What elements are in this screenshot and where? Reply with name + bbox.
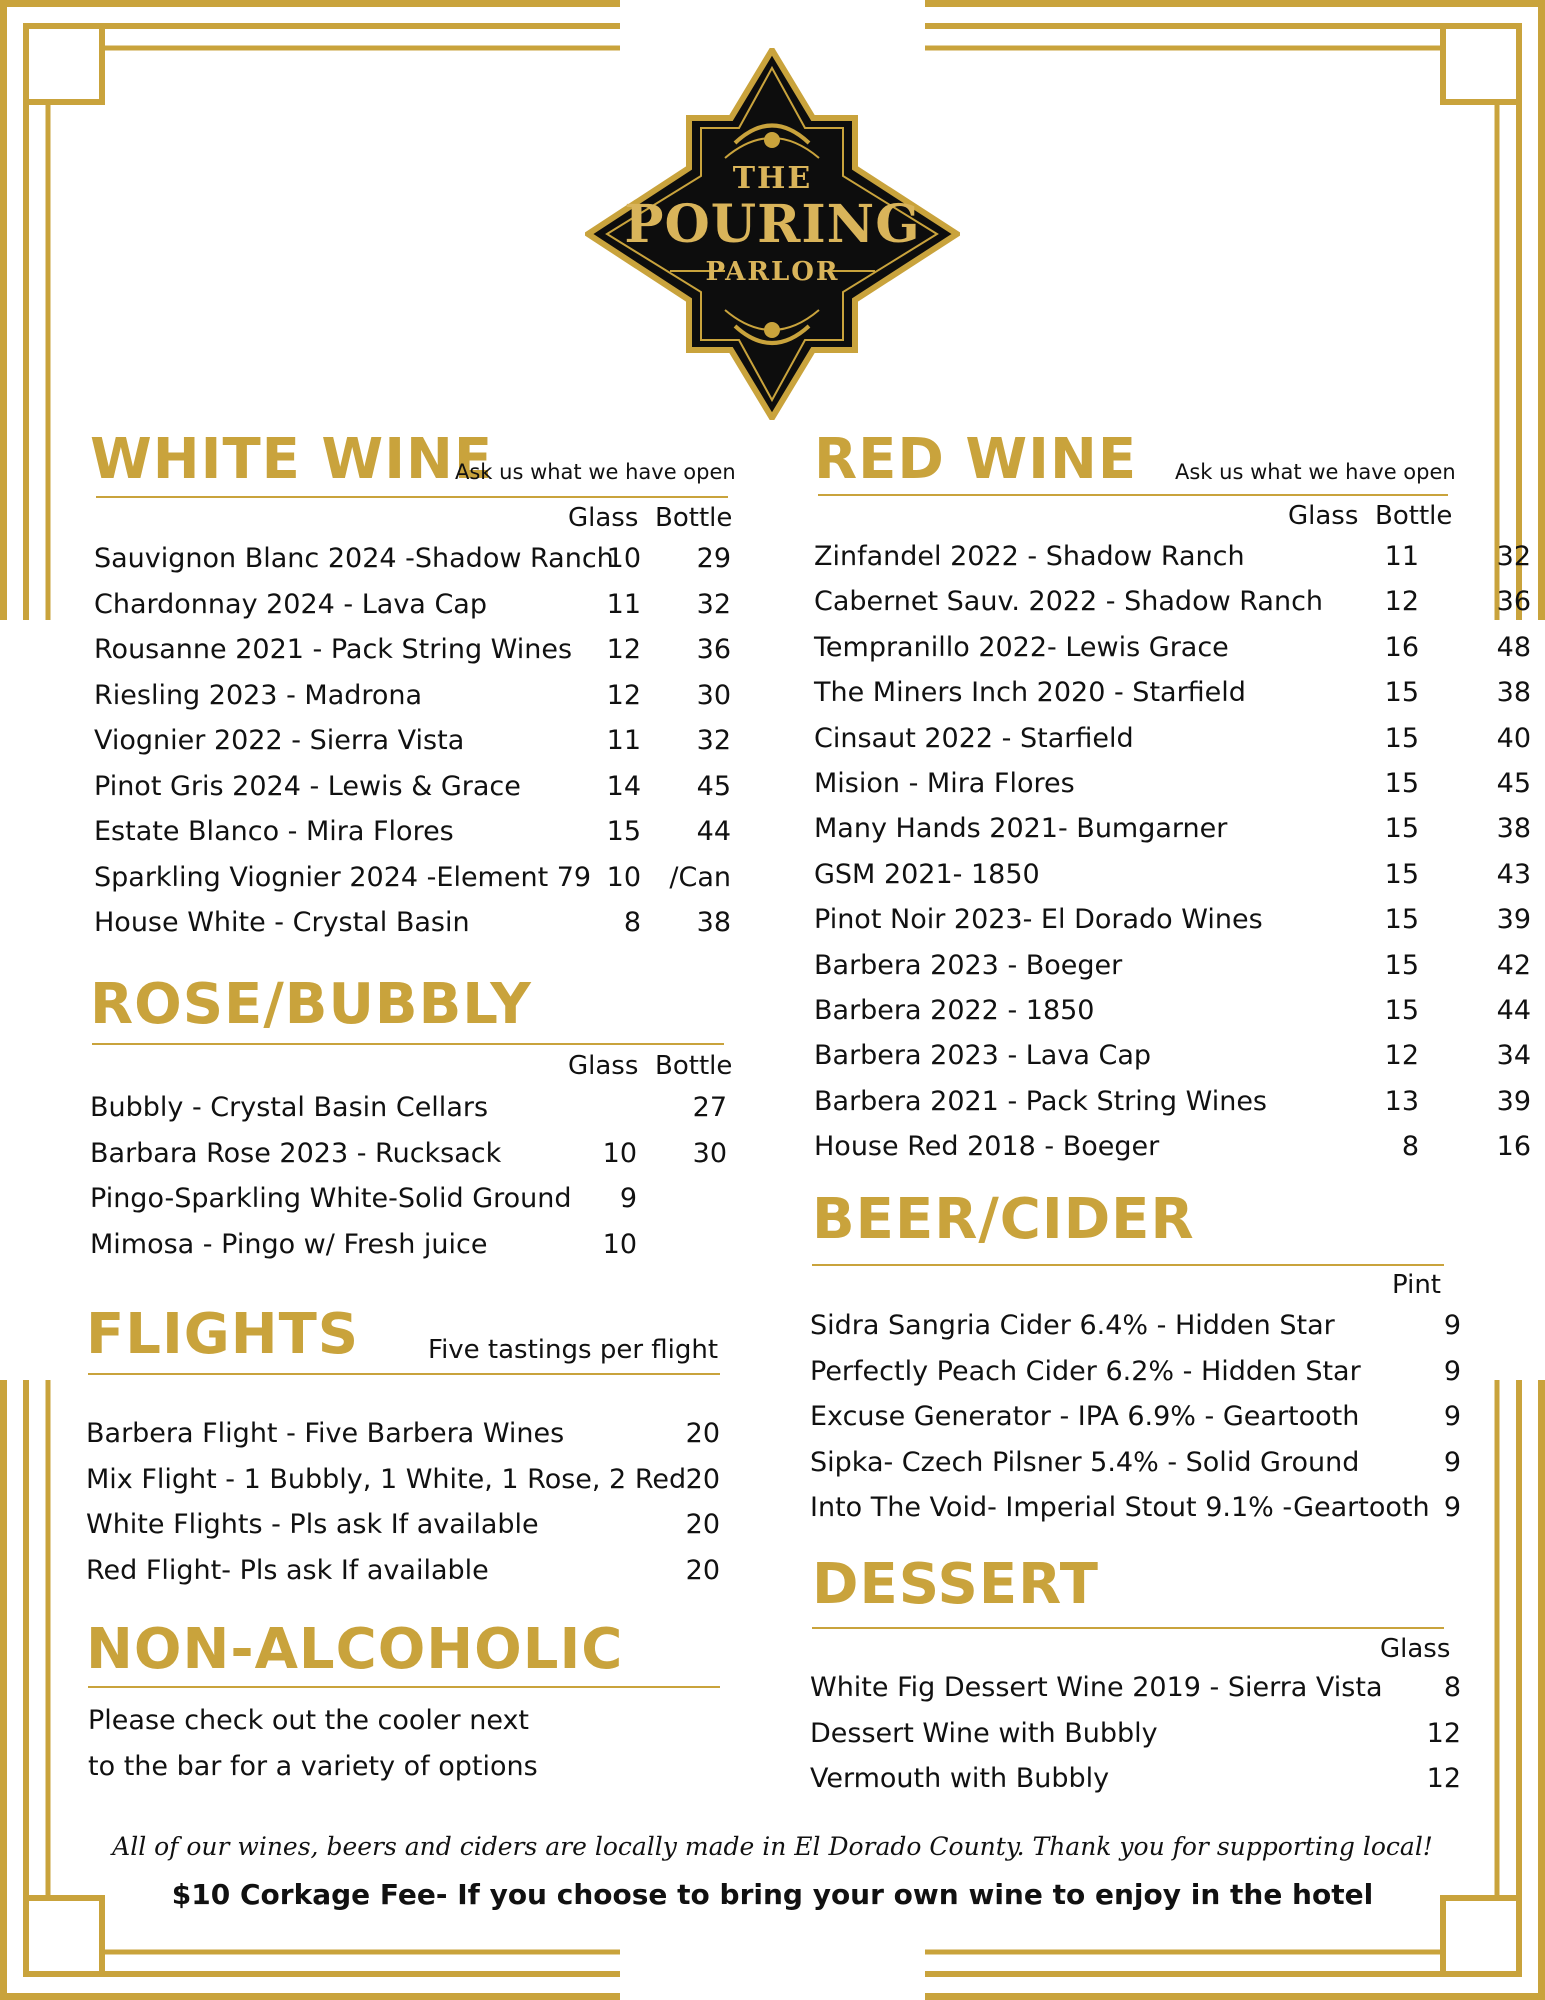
dessert-item (810, 1756, 1460, 1802)
beer-cider-item-price: 9 (1443, 1446, 1461, 1478)
rose-bubbly-item (90, 1085, 730, 1131)
red-wine-item (814, 579, 1531, 625)
flight-item-price: 20 (685, 1509, 720, 1540)
red-wine-item-name: Cabernet Sauv. 2022 - Shadow Ranch (814, 586, 1324, 618)
red-wine-item (814, 670, 1531, 716)
rose-bubbly-item-glass: 10 (602, 1137, 637, 1169)
red-wine-item-bottle: 44 (1496, 995, 1531, 1026)
white-wine-item (94, 809, 734, 855)
white-wine-item-name: Viognier 2022 - Sierra Vista (94, 725, 465, 756)
white-wine-item-bottle: 30 (696, 679, 731, 711)
red-wine-item-bottle: 39 (1496, 1085, 1531, 1117)
red-wine-item (814, 943, 1531, 989)
beer-cider-item-price: 9 (1443, 1310, 1461, 1341)
flights-section (86, 1302, 726, 1605)
white-wine-item-name: House White - Crystal Basin (94, 907, 470, 938)
red-wine-item-name: Barbera 2023 - Boeger (814, 949, 1123, 981)
dessert-item-price: 12 (1426, 1717, 1461, 1749)
white-wine-item (94, 764, 734, 810)
beer-cider-item (810, 1349, 1460, 1395)
red-wine-item (814, 852, 1531, 898)
red-wine-item-bottle: 42 (1496, 949, 1531, 981)
red-wine-item-name: Many Hands 2021- Bumgarner (814, 813, 1228, 845)
flight-item-name: White Flights - Pls ask If available (86, 1509, 539, 1540)
red-wine-item (814, 806, 1531, 852)
white-wine-item-name: Riesling 2023 - Madrona (94, 679, 423, 711)
beer-cider-item-name: Excuse Generator - IPA 6.9% - Geartooth (810, 1401, 1360, 1432)
white-wine-item-glass: 10 (606, 543, 641, 574)
beer-cider-title: BEER/CIDER (812, 1187, 1195, 1252)
red-wine-item-name: Cinsaut 2022 - Starfield (814, 722, 1134, 754)
white-wine-item-glass: 11 (606, 588, 641, 620)
white-wine-item-bottle: 29 (696, 543, 731, 574)
non-alcoholic-line-1: Please check out the cooler next (88, 1705, 530, 1736)
red-wine-rule (818, 494, 1448, 496)
white-wine-bottle-header: Bottle (655, 503, 733, 533)
rose-bubbly-item-glass: 9 (619, 1183, 637, 1214)
red-wine-item (814, 988, 1531, 1034)
non-alcoholic-title: NON-ALCOHOLIC (86, 1617, 624, 1682)
white-wine-item-glass: 10 (606, 861, 641, 893)
flight-item-name: Barbera Flight - Five Barbera Wines (86, 1418, 565, 1449)
white-wine-item-name: Sauvignon Blanc 2024 -Shadow Ranch (94, 543, 614, 574)
dessert-section (810, 1552, 1461, 1815)
white-wine-item (94, 627, 734, 673)
beer-cider-item (810, 1303, 1460, 1349)
red-wine-note: Ask us what we have open (1175, 460, 1456, 484)
dessert-item (810, 1665, 1460, 1711)
flight-item (86, 1457, 726, 1503)
rose-bubbly-item-bottle: 27 (692, 1092, 727, 1123)
red-wine-item-name: Barbera 2023 - Lava Cap (814, 1040, 1151, 1072)
red-wine-item-name: Tempranillo 2022- Lewis Grace (814, 631, 1229, 663)
rose-bubbly-item-name: Pingo-Sparkling White-Solid Ground (90, 1183, 572, 1214)
red-wine-item-bottle: 38 (1496, 677, 1531, 709)
white-wine-item-glass: 8 (623, 907, 641, 938)
white-wine-item (94, 673, 734, 719)
red-wine-item-glass: 13 (1384, 1085, 1419, 1117)
dessert-item (810, 1711, 1460, 1757)
non-alcoholic-section (86, 1617, 726, 1790)
logo-text-the: THE (732, 161, 813, 196)
red-wine-item (814, 1079, 1531, 1125)
white-wine-item (94, 582, 734, 628)
red-wine-item-bottle: 39 (1496, 904, 1531, 936)
beer-cider-item-price: 9 (1443, 1492, 1461, 1523)
dessert-item-price: 12 (1426, 1763, 1461, 1794)
white-wine-section (90, 427, 736, 950)
red-wine-item (814, 625, 1531, 671)
white-wine-item-bottle: 32 (696, 725, 731, 756)
red-wine-item-glass: 15 (1384, 813, 1419, 845)
logo-text-parlor: PARLOR (705, 257, 840, 287)
white-wine-item-bottle: 44 (696, 816, 731, 847)
white-wine-item-name: Pinot Gris 2024 - Lewis & Grace (94, 770, 521, 802)
dessert-item-price: 8 (1443, 1672, 1461, 1703)
red-wine-item-name: House Red 2018 - Boeger (814, 1131, 1160, 1163)
flight-item-name: Red Flight- Pls ask If available (86, 1554, 489, 1586)
red-wine-item-name: Zinfandel 2022 - Shadow Ranch (814, 541, 1245, 572)
white-wine-item-name: Rousanne 2021 - Pack String Wines (94, 634, 573, 665)
dessert-item-name: Dessert Wine with Bubbly (810, 1717, 1158, 1749)
white-wine-item-bottle: 32 (696, 588, 731, 620)
non-alcoholic-rule (88, 1686, 720, 1688)
white-wine-item-name: Estate Blanco - Mira Flores (94, 816, 454, 847)
rose-bubbly-rule (92, 1043, 724, 1045)
red-wine-item-glass: 15 (1384, 722, 1419, 754)
dessert-item-name: Vermouth with Bubbly (810, 1763, 1110, 1794)
local-note: All of our wines, beers and ciders are locally made in El Dorado County. Thank you for supporting local! (112, 1832, 1433, 1861)
red-wine-item-bottle: 38 (1496, 813, 1531, 845)
red-wine-item-name: GSM 2021- 1850 (814, 858, 1040, 890)
flight-item-price: 20 (685, 1463, 720, 1495)
red-wine-item-name: Barbera 2022 - 1850 (814, 995, 1095, 1026)
white-wine-item-name: Sparkling Viognier 2024 -Element 79 (94, 861, 592, 893)
white-wine-item-bottle: /Can (669, 861, 731, 893)
red-wine-item-name: The Miners Inch 2020 - Starfield (814, 677, 1246, 709)
red-wine-item-name: Mision - Mira Flores (814, 768, 1075, 799)
white-wine-item (94, 900, 734, 946)
red-wine-item-bottle: 34 (1496, 1040, 1531, 1072)
beer-cider-item-name: Sipka- Czech Pilsner 5.4% - Solid Ground (810, 1446, 1360, 1478)
red-wine-item-glass: 15 (1384, 904, 1419, 936)
red-wine-item-glass: 15 (1384, 677, 1419, 709)
dessert-item-name: White Fig Dessert Wine 2019 - Sierra Vista (810, 1672, 1383, 1703)
beer-cider-item (810, 1394, 1460, 1440)
rose-bubbly-glass-header: Glass (568, 1051, 639, 1081)
white-wine-item-glass: 15 (606, 816, 641, 847)
red-wine-item (814, 1033, 1531, 1079)
white-wine-item-glass: 12 (606, 634, 641, 665)
red-wine-item-glass: 8 (1401, 1131, 1419, 1163)
flight-item (86, 1411, 726, 1457)
white-wine-item-glass: 14 (606, 770, 641, 802)
rose-bubbly-item-name: Barbara Rose 2023 - Rucksack (90, 1137, 502, 1169)
red-wine-title: RED WINE (814, 427, 1138, 492)
red-wine-item-glass: 16 (1384, 631, 1419, 663)
white-wine-note: Ask us what we have open (455, 460, 736, 484)
rose-bubbly-item (90, 1176, 730, 1222)
rose-bubbly-item (90, 1131, 730, 1177)
beer-cider-item-price: 9 (1443, 1401, 1461, 1432)
white-wine-item (94, 718, 734, 764)
dessert-rule (812, 1627, 1444, 1629)
rose-bubbly-title: ROSE/BUBBLY (90, 972, 532, 1037)
flight-item (86, 1502, 726, 1548)
beer-cider-item (810, 1440, 1460, 1486)
non-alcoholic-line-2: to the bar for a variety of options (88, 1751, 538, 1782)
white-wine-item (94, 536, 734, 582)
beer-cider-item-name: Perfectly Peach Cider 6.2% - Hidden Star (810, 1355, 1361, 1387)
flights-rule (88, 1373, 720, 1375)
red-wine-item (814, 716, 1531, 762)
beer-cider-item-name: Sidra Sangria Cider 6.4% - Hidden Star (810, 1310, 1335, 1341)
red-wine-item-glass: 11 (1384, 541, 1419, 572)
pouring-parlor-logo (585, 48, 960, 420)
flight-item-price: 20 (685, 1418, 720, 1449)
red-wine-item-bottle: 40 (1496, 722, 1531, 754)
white-wine-item-bottle: 36 (696, 634, 731, 665)
red-wine-item-bottle: 48 (1496, 631, 1531, 663)
white-wine-glass-header: Glass (568, 503, 639, 533)
red-wine-item-glass: 12 (1384, 1040, 1419, 1072)
beer-cider-item-price: 9 (1443, 1355, 1461, 1387)
rose-bubbly-item (90, 1222, 730, 1268)
flight-item (86, 1548, 726, 1594)
dessert-glass-header: Glass (1380, 1634, 1451, 1664)
white-wine-item-glass: 11 (606, 725, 641, 756)
red-wine-item-bottle: 32 (1496, 541, 1531, 572)
logo-text-pouring: POURING (624, 194, 921, 255)
red-wine-glass-header: Glass (1288, 501, 1359, 531)
white-wine-title: WHITE WINE (90, 427, 494, 492)
red-wine-item-glass: 12 (1384, 586, 1419, 618)
flight-item-name: Mix Flight - 1 Bubbly, 1 White, 1 Rose, 2 Red (86, 1463, 687, 1495)
white-wine-item-glass: 12 (606, 679, 641, 711)
white-wine-rule (96, 496, 728, 498)
rose-bubbly-item-glass: 10 (602, 1228, 637, 1260)
flights-title: FLIGHTS (86, 1302, 360, 1367)
rose-bubbly-item-name: Bubbly - Crystal Basin Cellars (90, 1092, 489, 1123)
corkage-note: $10 Corkage Fee- If you choose to bring your own wine to enjoy in the hotel (171, 1878, 1374, 1911)
white-wine-item (94, 855, 734, 901)
red-wine-item-bottle: 16 (1496, 1131, 1531, 1163)
white-wine-item-bottle: 38 (696, 907, 731, 938)
rose-bubbly-section (90, 972, 733, 1275)
red-wine-item (814, 897, 1531, 943)
red-wine-item-glass: 15 (1384, 768, 1419, 799)
beer-cider-pint-header: Pint (1392, 1270, 1442, 1300)
beer-cider-section (810, 1187, 1461, 1523)
white-wine-item-name: Chardonnay 2024 - Lava Cap (94, 588, 487, 620)
red-wine-item-name: Pinot Noir 2023- El Dorado Wines (814, 904, 1263, 936)
red-wine-item-glass: 15 (1384, 949, 1419, 981)
red-wine-section (812, 427, 1531, 1170)
dessert-title: DESSERT (812, 1552, 1099, 1617)
red-wine-item-glass: 15 (1384, 995, 1419, 1026)
beer-cider-item-name: Into The Void- Imperial Stout 9.1% -Geartooth (810, 1492, 1430, 1523)
flights-note: Five tastings per flight (428, 1335, 719, 1365)
red-wine-bottle-header: Bottle (1375, 501, 1453, 531)
red-wine-item-glass: 15 (1384, 858, 1419, 890)
red-wine-item-bottle: 43 (1496, 858, 1531, 890)
red-wine-item-bottle: 45 (1496, 768, 1531, 799)
red-wine-item (814, 534, 1531, 580)
rose-bubbly-bottle-header: Bottle (655, 1051, 733, 1081)
rose-bubbly-item-name: Mimosa - Pingo w/ Fresh juice (90, 1228, 488, 1260)
flight-item-price: 20 (685, 1554, 720, 1586)
beer-cider-rule (812, 1264, 1444, 1266)
red-wine-item (814, 761, 1531, 807)
rose-bubbly-item-bottle: 30 (692, 1137, 727, 1169)
white-wine-item-bottle: 45 (696, 770, 731, 802)
red-wine-item-bottle: 36 (1496, 586, 1531, 618)
red-wine-item (814, 1124, 1531, 1170)
red-wine-item-name: Barbera 2021 - Pack String Wines (814, 1085, 1268, 1117)
beer-cider-item (810, 1485, 1460, 1531)
